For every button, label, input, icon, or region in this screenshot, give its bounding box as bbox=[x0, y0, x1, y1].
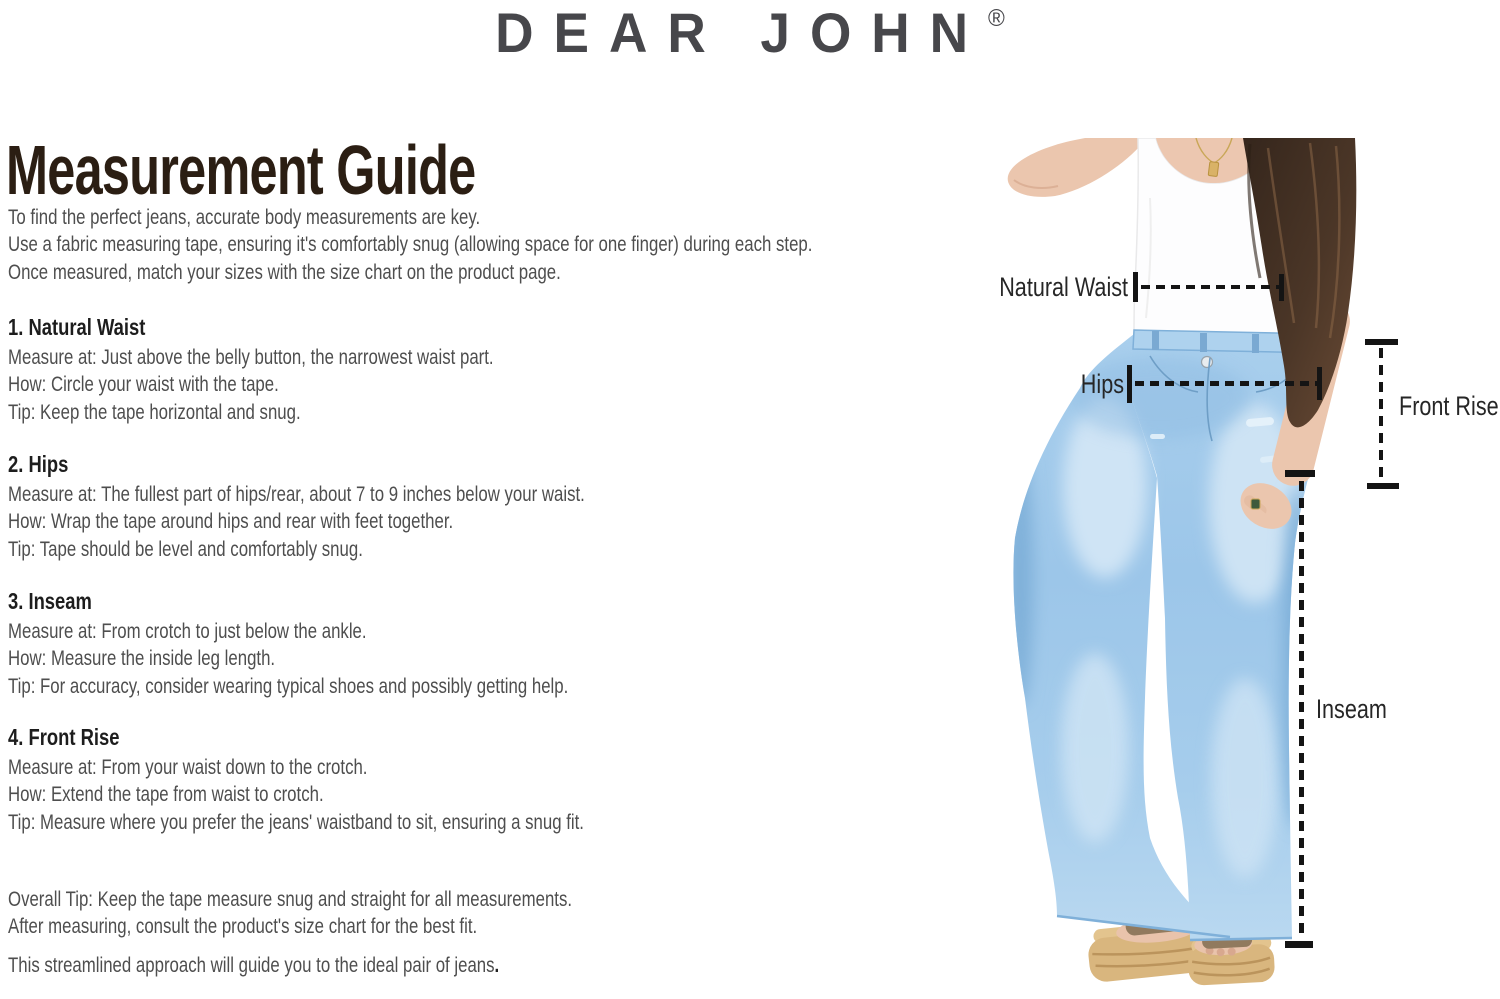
section-heading: 1. Natural Waist bbox=[8, 314, 146, 340]
intro-paragraph bbox=[8, 204, 1014, 286]
registered-trademark: ® bbox=[988, 5, 1005, 32]
section-line: Tip: Keep the tape horizontal and snug. bbox=[8, 400, 301, 424]
overall-line: Overall Tip: Keep the tape measure snug and straight for all measurements. bbox=[8, 888, 573, 911]
hips-label: Hips bbox=[1080, 369, 1124, 399]
closing-note bbox=[8, 952, 622, 979]
front-rise-bottom-bar bbox=[1367, 483, 1399, 489]
brand-name: DEAR JOHN bbox=[495, 1, 989, 64]
section-line: Measure at: The fullest part of hips/rear, about 7 to 9 inches below your waist. bbox=[8, 483, 585, 506]
closing-text: This streamlined approach will guide you to the ideal pair of jeans bbox=[8, 954, 495, 977]
belt-loop bbox=[1200, 333, 1207, 352]
inseam-top-bar bbox=[1285, 470, 1315, 477]
section-line: How: Circle your waist with the tape. bbox=[8, 373, 279, 397]
inseam-bottom-bar bbox=[1285, 941, 1313, 948]
section-hips bbox=[8, 451, 729, 563]
front-rise-top-bar bbox=[1365, 339, 1398, 345]
section-line: How: Wrap the tape around hips and rear with feet together. bbox=[8, 510, 454, 534]
belt-loop bbox=[1252, 334, 1259, 353]
section-natural-waist bbox=[8, 314, 615, 426]
model-jeans bbox=[1007, 330, 1330, 940]
hips-end-bar bbox=[1317, 367, 1322, 400]
natural-waist-start-bar bbox=[1133, 272, 1138, 302]
jeans-distress bbox=[1150, 434, 1165, 439]
section-line: Measure at: From crotch to just below the ankle. bbox=[8, 620, 367, 643]
hips-dash-line bbox=[1135, 381, 1317, 386]
closing-line bbox=[8, 952, 499, 979]
section-line: Tip: Tape should be level and comfortably snug. bbox=[8, 537, 363, 561]
belt-loop bbox=[1152, 331, 1159, 350]
front-rise-dash-line bbox=[1379, 348, 1383, 482]
natural-waist-label: Natural Waist bbox=[999, 272, 1128, 302]
section-line: Tip: Measure where you prefer the jeans' waistband to sit, ensuring a snug fit. bbox=[8, 810, 584, 834]
intro-line: Use a fabric measuring tape, ensuring it's comfortably snug (allowing space for one finger) during each step. bbox=[8, 233, 813, 257]
natural-waist-dash-line bbox=[1141, 285, 1279, 289]
section-line: Tip: For accuracy, consider wearing typical shoes and possibly getting help. bbox=[8, 674, 569, 698]
jeans-button bbox=[1202, 357, 1213, 368]
section-inseam bbox=[8, 588, 708, 700]
section-heading: 2. Hips bbox=[8, 451, 69, 477]
section-front-rise bbox=[8, 724, 728, 836]
closing-period: . bbox=[494, 954, 500, 977]
model-figure-svg bbox=[1000, 138, 1365, 994]
intro-line: Once measured, match your sizes with the size chart on the product page. bbox=[8, 260, 561, 284]
brand-logo bbox=[38, 0, 1463, 65]
model-photo bbox=[1000, 138, 1365, 994]
intro-line: To find the perfect jeans, accurate body measurements are key. bbox=[8, 206, 481, 229]
inseam-dash-line bbox=[1299, 481, 1304, 940]
section-line: Measure at: From your waist down to the crotch. bbox=[8, 756, 368, 779]
section-line: Measure at: Just above the belly button, the narrowest waist part. bbox=[8, 346, 494, 369]
page-title: Measurement Guide bbox=[6, 131, 476, 209]
section-heading: 4. Front Rise bbox=[8, 724, 120, 750]
ring bbox=[1251, 499, 1260, 509]
section-line: How: Measure the inside leg length. bbox=[8, 647, 276, 671]
section-heading: 3. Inseam bbox=[8, 588, 92, 614]
inseam-label: Inseam bbox=[1316, 694, 1387, 724]
front-rise-label: Front Rise bbox=[1399, 391, 1499, 421]
model-raised-arm bbox=[1008, 138, 1140, 197]
overall-tip bbox=[8, 886, 713, 941]
overall-line: After measuring, consult the product's size chart for the best fit. bbox=[8, 915, 478, 939]
natural-waist-end-bar bbox=[1279, 274, 1284, 301]
section-line: How: Extend the tape from waist to crotch. bbox=[8, 783, 324, 807]
necklace-pendant bbox=[1208, 162, 1219, 177]
hips-start-bar bbox=[1127, 365, 1132, 403]
